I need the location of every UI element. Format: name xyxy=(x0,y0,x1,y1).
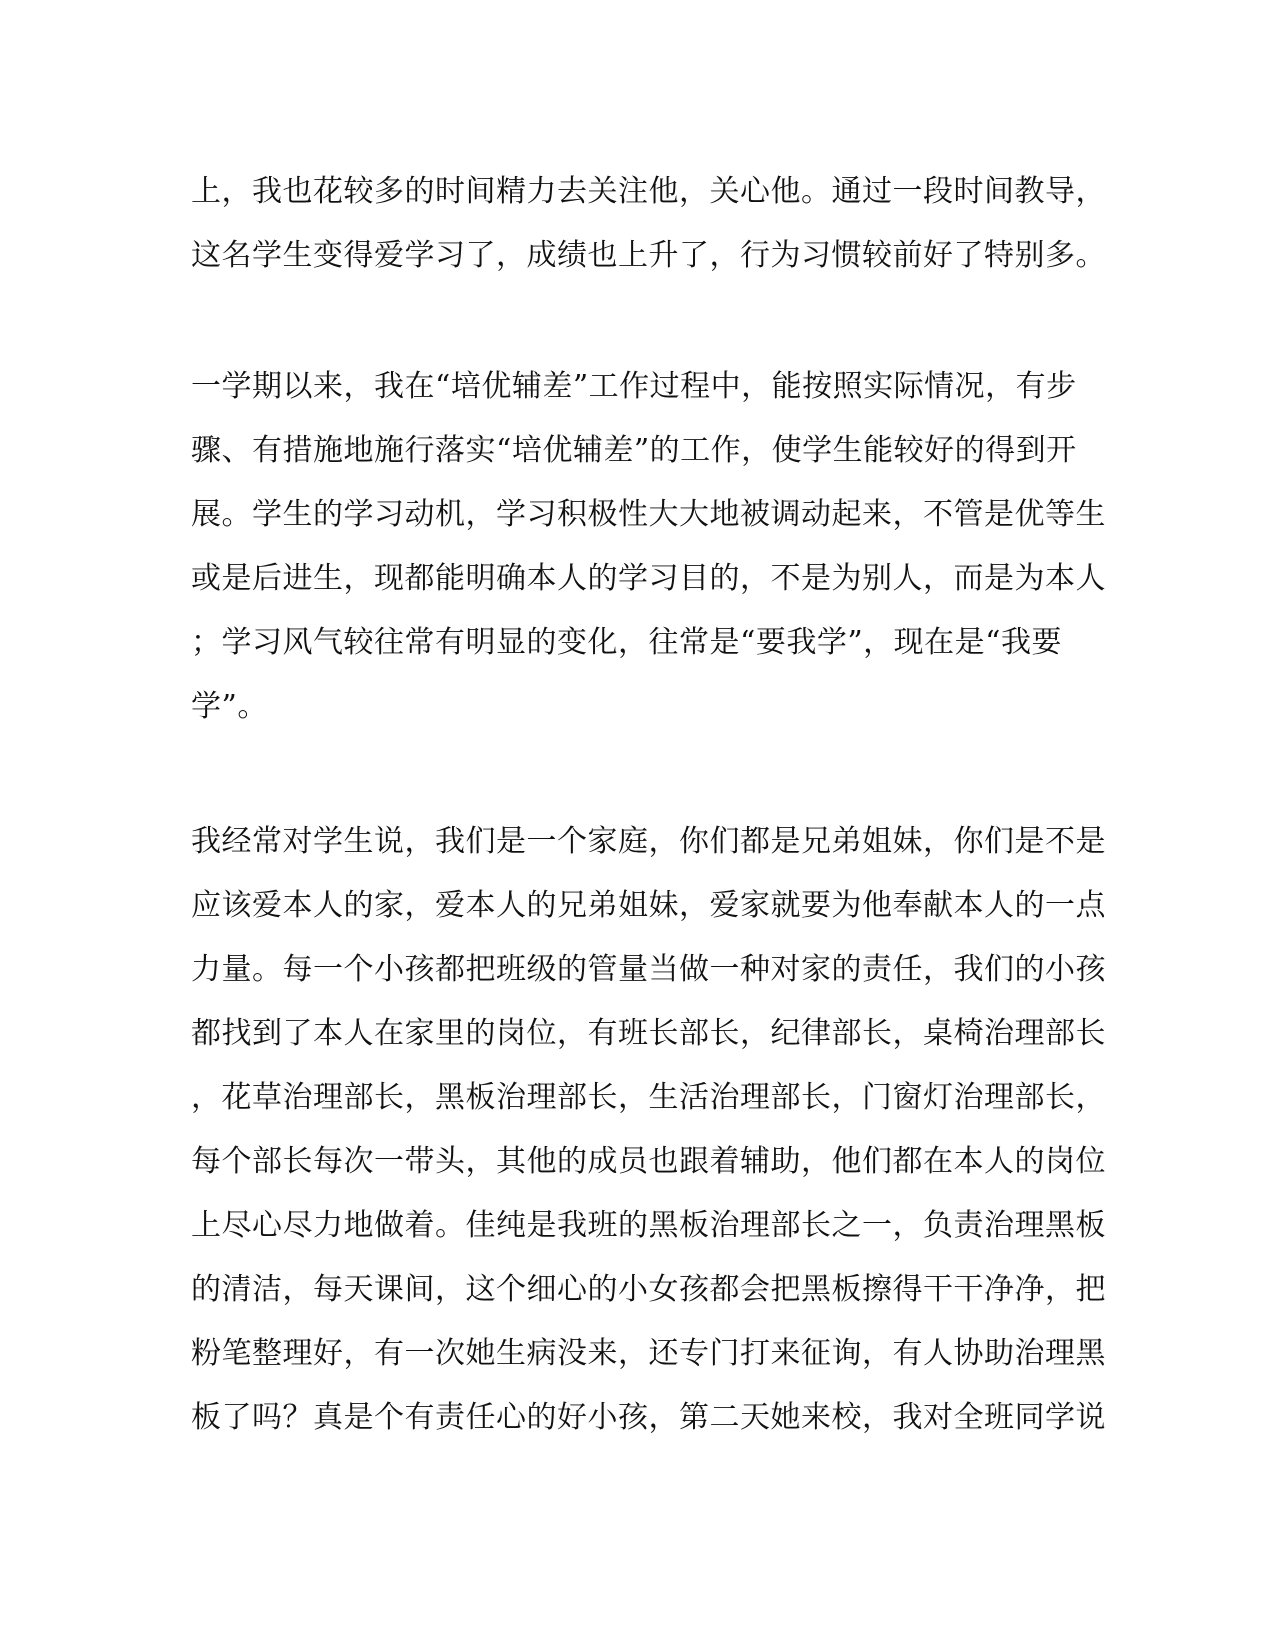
text-line: 每个部长每次一带头，其他的成员也跟着辅助，他们都在本人的岗位 xyxy=(191,1144,1106,1179)
text-line: 展。学生的学习动机，学习积极性大大地被调动起来，不管是优等生 xyxy=(191,497,1106,532)
text-line: 应该爱本人的家，爱本人的兄弟姐妹，爱家就要为他奉献本人的一点 xyxy=(191,888,1106,923)
text-line: 学”。 xyxy=(191,689,268,724)
text-line: 骤、有措施地施行落实“培优辅差”的工作，使学生能较好的得到开 xyxy=(191,433,1077,468)
text-line: ；学习风气较往常有明显的变化，往常是“要我学”，现在是“我要 xyxy=(191,625,1063,660)
text-line: 上，我也花较多的时间精力去关注他，关心他。通过一段时间教导， xyxy=(191,174,1106,209)
text-line: 都找到了本人在家里的岗位，有班长部长，纪律部长，桌椅治理部长 xyxy=(191,1016,1106,1051)
text-line: 或是后进生，现都能明确本人的学习目的，不是为别人，而是为本人 xyxy=(191,561,1106,596)
paragraph-2 xyxy=(191,355,1106,739)
text-line: 我经常对学生说，我们是一个家庭，你们都是兄弟姐妹，你们是不是 xyxy=(191,824,1106,859)
text-line: 板了吗？真是个有责任心的好小孩，第二天她来校，我对全班同学说 xyxy=(191,1400,1106,1435)
paragraph-1 xyxy=(191,160,1106,288)
text-line: 的清洁，每天课间，这个细心的小女孩都会把黑板擦得干干净净，把 xyxy=(191,1272,1106,1307)
text-line: 上尽心尽力地做着。佳纯是我班的黑板治理部长之一，负责治理黑板 xyxy=(191,1208,1106,1243)
text-line: 一学期以来，我在“培优辅差”工作过程中，能按照实际情况，有步 xyxy=(191,369,1077,404)
text-line: 力量。每一个小孩都把班级的管量当做一种对家的责任，我们的小孩 xyxy=(191,952,1106,987)
text-line: 这名学生变得爱学习了，成绩也上升了，行为习惯较前好了特别多。 xyxy=(191,238,1106,273)
paragraph-3 xyxy=(191,810,1106,1450)
text-line: 粉笔整理好，有一次她生病没来，还专门打来征询，有人协助治理黑 xyxy=(191,1336,1106,1371)
text-line: ，花草治理部长，黑板治理部长，生活治理部长，门窗灯治理部长， xyxy=(191,1080,1106,1115)
